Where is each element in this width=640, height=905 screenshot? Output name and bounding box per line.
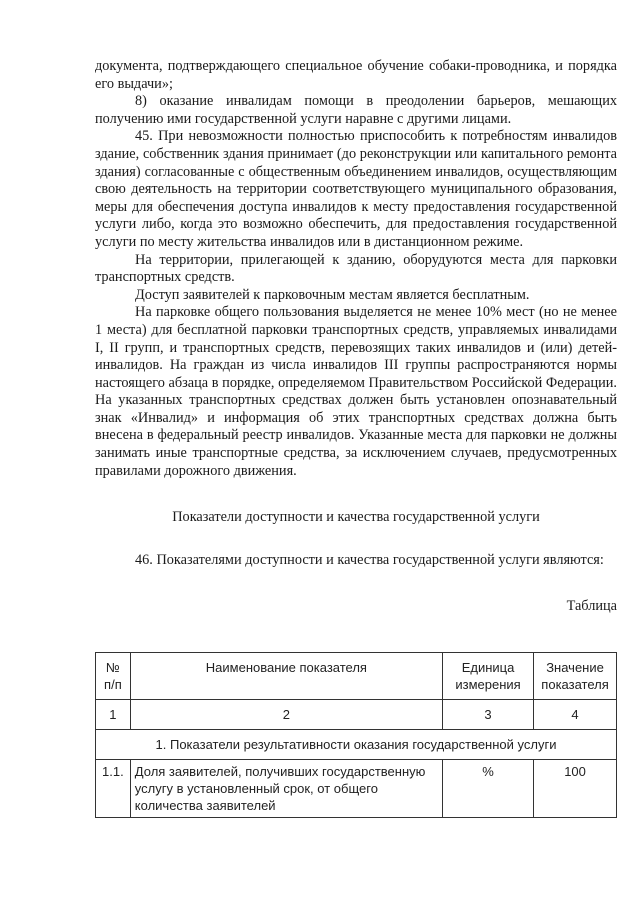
table-group-row: [96, 730, 617, 760]
header-value: Значение показателя: [534, 653, 617, 700]
paragraph-45: 45. При невозможности полностью приспособить к потребностям инвалидов здание, собственник здания принимает (до реконструкции или капитального ремонта здания) согласованные с общественным объединением инвалидов, осуществляющим свою деятельность на территории соответствующего муниципального образования, меры для обеспечения доступа инвалидов к месту предоставления государственной услуги либо, когда это возможно обеспечить, для предоставления государственной услуги по месту жительства инвалидов или в дистанционном режиме.: [95, 128, 617, 250]
index-cell-4: 4: [534, 700, 617, 730]
row-num: 1.1.: [96, 760, 131, 818]
paragraph-parking-rules: На парковке общего пользования выделяется не менее 10% мест (но не менее 1 места) для бесплатной парковки транспортных средств, управляемых инвалидами I, II групп, и транспортных средств, перевозящих таких инвалидов и (или) детей-инвалидов. На граждан из числа инвалидов III группы распространяются нормы настоящего абзаца в порядке, определяемом Правительством Российской Федерации. На указанных транспортных средствах должен быть установлен опознавательный знак «Инвалид» и информация об этих транспортных средствах должна быть внесена в федеральный реестр инвалидов. Указанные места для парковки не должны занимать иные транспортные средства, за исключением случаев, предусмотренных правилами дорожного движения.: [95, 304, 617, 479]
table-row: [96, 760, 617, 818]
header-num: № п/п: [96, 653, 131, 700]
paragraph-46: 46. Показателями доступности и качества государственной услуги являются:: [135, 552, 604, 569]
header-name: Наименование показателя: [130, 653, 442, 700]
index-cell-2: 2: [130, 700, 442, 730]
row-unit: %: [442, 760, 533, 818]
table-caption: Таблица: [566, 597, 617, 614]
indicators-table: [95, 652, 617, 818]
index-cell-3: 3: [442, 700, 533, 730]
group-title: 1. Показатели результативности оказания государственной услуги: [96, 730, 617, 760]
row-value: 100: [534, 760, 617, 818]
section-title: Показатели доступности и качества государственной услуги: [172, 509, 540, 526]
header-unit: Единица измерения: [442, 653, 533, 700]
row-name: Доля заявителей, получивших государственную услугу в установленный срок, от общего количества заявителей: [130, 760, 442, 818]
table-index-row: [96, 700, 617, 730]
paragraph-dog-guide-document: документа, подтверждающего специальное обучение собаки-проводника, и порядка его выдачи»;: [95, 58, 617, 92]
paragraph-parking-free: Доступ заявителей к парковочным местам является бесплатным.: [135, 286, 530, 303]
table-header-row: [96, 653, 617, 700]
index-cell-1: 1: [96, 700, 131, 730]
document-page: [95, 58, 617, 615]
paragraph-parking-territory: На территории, прилегающей к зданию, оборудуются места для парковки транспортных средств.: [95, 251, 617, 286]
paragraph-item-8: 8) оказание инвалидам помощи в преодолении барьеров, мешающих получению ими государственной услуги наравне с другими лицами.: [95, 93, 617, 127]
